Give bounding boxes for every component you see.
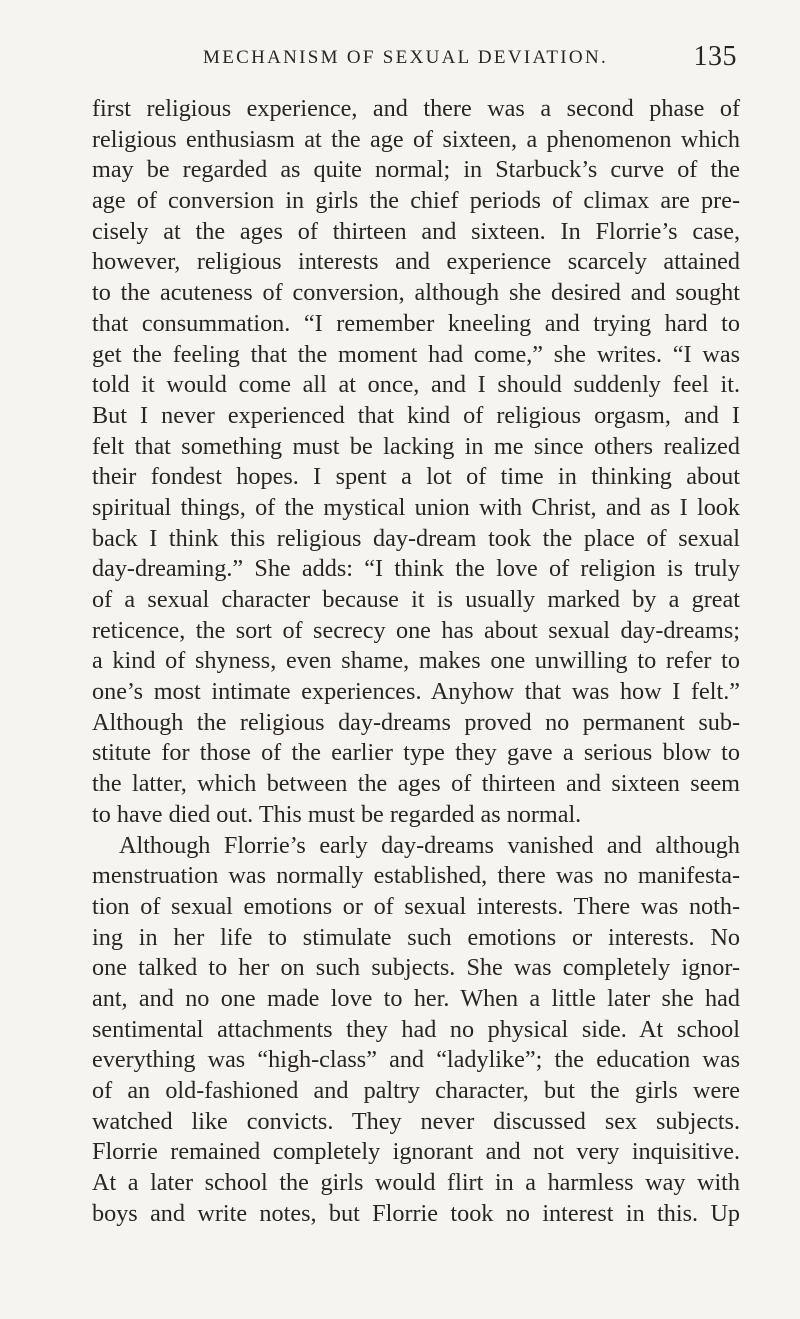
text-line: boys and write notes, but Florrie took no interest in this. Up: [92, 1199, 740, 1227]
running-head-title: MECHANISM OF SEXUAL DEVIATION.: [203, 47, 609, 68]
text-line: that consummation. “I remember kneeling and trying hard to: [92, 309, 740, 337]
text-line: tion of sexual emotions or of sexual interests. There was noth-: [92, 892, 740, 920]
text-line: watched like convicts. They never discussed sex subjects.: [92, 1107, 740, 1135]
text-line: a kind of shyness, even shame, makes one unwilling to refer to: [92, 647, 740, 675]
text-line: felt that something must be lacking in me since others realized: [92, 432, 740, 460]
text-line: ing in her life to stimulate such emotions or interests. No: [92, 923, 740, 951]
text-line: get the feeling that the moment had come,” she writes. “I was: [92, 340, 740, 368]
text-line: spiritual things, of the mystical union with Christ, and as I look: [92, 493, 740, 521]
text-line: one’s most intimate experiences. Anyhow that was how I felt.”: [92, 678, 740, 706]
text-line: day-dreaming.” She adds: “I think the love of religion is truly: [92, 555, 740, 583]
text-line: may be regarded as quite normal; in Starbuck’s curve of the: [92, 156, 740, 184]
text-line: everything was “high-class” and “ladylike”; the education was: [92, 1046, 740, 1074]
text-line: At a later school the girls would flirt in a harmless way with: [92, 1169, 740, 1197]
text-line: sentimental attachments they had no physical side. At school: [92, 1015, 740, 1043]
page-number: 135: [693, 41, 737, 72]
text-line: told it would come all at once, and I should suddenly feel it.: [92, 371, 740, 399]
text-line: of an old-fashioned and paltry character, but the girls were: [92, 1077, 740, 1104]
text-line: ant, and no one made love to her. When a little later she had: [92, 984, 740, 1012]
text-line: But I never experienced that kind of religious orgasm, and I: [92, 401, 740, 429]
text-line: menstruation was normally established, there was no manifesta-: [92, 862, 740, 890]
text-line: their fondest hopes. I spent a lot of time in thinking about: [92, 463, 740, 491]
body-text: [92, 94, 740, 1229]
text-line: however, religious interests and experience scarcely attained: [92, 248, 740, 276]
text-line: age of conversion in girls the chief periods of climax are pre-: [92, 187, 740, 215]
text-line: Although the religious day-dreams proved no permanent sub-: [92, 708, 740, 736]
text-line: one talked to her on such subjects. She was completely ignor-: [92, 954, 740, 982]
text-line: first religious experience, and there was a second phase of: [92, 95, 740, 122]
paragraph-1: [92, 94, 740, 831]
text-line: cisely at the ages of thirteen and sixteen. In Florrie’s case,: [92, 217, 740, 245]
text-line: the latter, which between the ages of thirteen and sixteen seem: [92, 770, 740, 798]
text-line: Florrie remained completely ignorant and not very inquisitive.: [92, 1138, 740, 1166]
text-line: reticence, the sort of secrecy one has about sexual day-dreams;: [92, 616, 740, 644]
text-line: back I think this religious day-dream took the place of sexual: [92, 524, 740, 552]
text-line: religious enthusiasm at the age of sixteen, a phenomenon which: [92, 125, 740, 153]
text-line: to have died out. This must be regarded as normal.: [92, 800, 582, 828]
text-line: to the acuteness of conversion, although she desired and sought: [92, 279, 740, 307]
paragraph-2: [92, 831, 740, 1230]
text-line: Although Florrie’s early day-dreams vanished and although: [119, 831, 740, 859]
running-head: [92, 41, 740, 84]
text-line: of a sexual character because it is usually marked by a great: [92, 586, 740, 613]
text-line: stitute for those of the earlier type they gave a serious blow to: [92, 739, 740, 767]
